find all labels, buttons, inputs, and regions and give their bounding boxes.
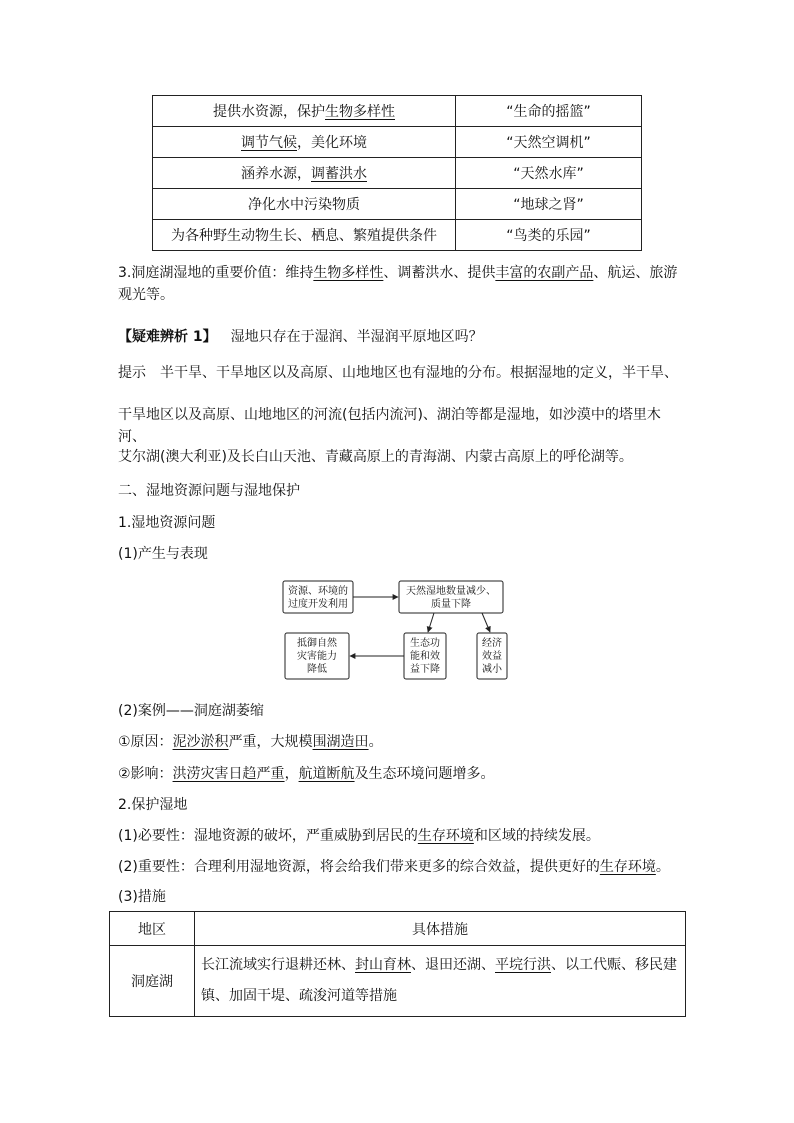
table-row: [153, 96, 642, 127]
diagram-text: 抵御自然: [297, 638, 337, 649]
cause-effect-diagram: [282, 575, 522, 680]
case-title: (2)案例——洞庭湖萎缩: [118, 703, 264, 719]
table-header-cell: 地区: [110, 912, 195, 946]
dongting-value-paragraph: 3.洞庭湖湿地的重要价值：维持生物多样性、调蓄洪水、提供丰富的农副产品、航运、旅游观光等。: [118, 265, 678, 303]
table-cell: “天然水库”: [456, 158, 642, 189]
protect-importance: (2)重要性：合理利用湿地资源，将会给我们带来更多的综合效益，提供更好的生存环境。: [118, 859, 670, 875]
diagram-text: 质量下降: [431, 599, 471, 610]
subsection-item: (1)产生与表现: [118, 546, 208, 562]
question-paragraph: [118, 326, 688, 348]
table-cell: 提供水资源，保护生物多样性: [153, 96, 456, 127]
diagram-text: 益下降: [410, 664, 440, 675]
table-cell: “生命的摇篮”: [456, 96, 642, 127]
table-row: [153, 220, 642, 251]
diagram-text: 减小: [482, 664, 502, 675]
table-cell: “地球之肾”: [456, 189, 642, 220]
diagram-text: 经济: [482, 638, 502, 649]
diagram-text: 能和效: [410, 651, 440, 662]
table-cell: 调节气候，美化环境: [153, 127, 456, 158]
table-cell: 涵养水源，调蓄洪水: [153, 158, 456, 189]
table-cell: 长江流域实行退耕还林、封山育林、退田还湖、平垸行洪、以工代赈、移民建镇、加固干堤、疏浚河道等措施: [195, 946, 686, 1017]
table-row: [153, 158, 642, 189]
diagram-text: 降低: [307, 664, 327, 675]
question-tag: 【疑难辨析 1】: [118, 329, 217, 345]
table-row: [153, 189, 642, 220]
section-heading: 二、湿地资源问题与湿地保护: [118, 483, 300, 499]
wetland-function-table: [152, 95, 642, 251]
hint-label: 提示: [118, 365, 146, 381]
diagram-text: 资源、环境的: [288, 586, 348, 597]
protect-measures: (3)措施: [118, 889, 166, 905]
table-cell: “天然空调机”: [456, 127, 642, 158]
table-cell: 净化水中污染物质: [153, 189, 456, 220]
diagram-text: 效益: [482, 651, 502, 662]
table-row: [153, 127, 642, 158]
protect-necessity: (1)必要性：湿地资源的破坏，严重威胁到居民的生存环境和区域的持续发展。: [118, 828, 600, 844]
diagram-arrow: [428, 613, 434, 632]
diagram-text: 天然湿地数量减少、: [406, 586, 496, 597]
table-cell: “鸟类的乐园”: [456, 220, 642, 251]
case-effect: ②影响：洪涝灾害日趋严重，航道断航及生态环境问题增多。: [118, 766, 495, 782]
table-header-cell: 具体措施: [195, 912, 686, 946]
diagram-text: 生态功: [410, 638, 440, 649]
subsection-heading: 1.湿地资源问题: [118, 515, 216, 531]
question-text: 湿地只存在于湿润、半湿润平原地区吗？: [230, 329, 483, 345]
protect-title: 2.保护湿地: [118, 797, 188, 813]
measures-table: [109, 911, 686, 1017]
diagram-arrow: [482, 613, 490, 632]
table-cell: 为各种野生动物生长、栖息、繁殖提供条件: [153, 220, 456, 251]
case-cause: ①原因：泥沙淤积严重，大规模围湖造田。: [118, 734, 383, 750]
diagram-text: 过度开发利用: [288, 599, 348, 610]
hint-line-1: 提示 半干旱、干旱地区以及高原、山地地区也有湿地的分布。根据湿地的定义，半干旱、: [118, 365, 678, 381]
hint-line-2: 干旱地区以及高原、山地地区的河流(包括内流河)、湖泊等都是湿地，如沙漠中的塔里木河、: [118, 407, 661, 445]
table-cell: 洞庭湖: [110, 946, 195, 1017]
hint-line-3: 艾尔湖(澳大利亚)及长白山天池、青藏高原上的青海湖、内蒙古高原上的呼伦湖等。: [118, 449, 633, 465]
diagram-text: 灾害能力: [297, 651, 337, 662]
table-row: [110, 946, 686, 1017]
table-header-row: [110, 912, 686, 946]
